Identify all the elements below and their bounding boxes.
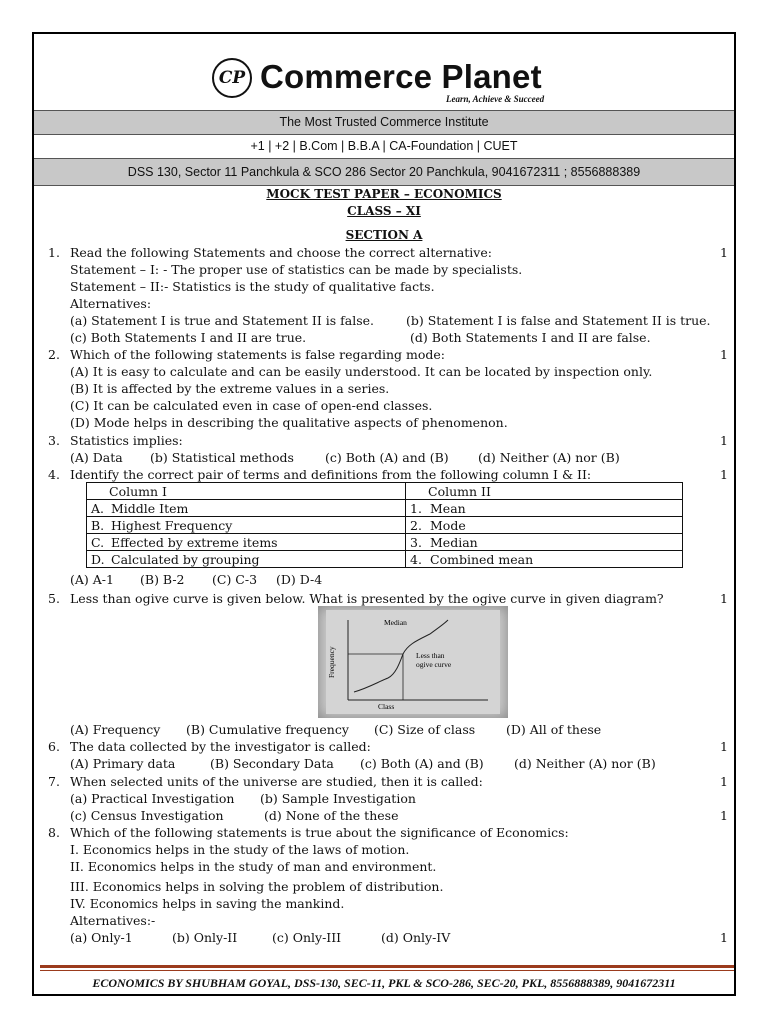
option: (D) All of these: [506, 722, 602, 737]
statement: III. Economics helps in solving the problem of distribution.: [70, 879, 444, 894]
question-number: 8.: [48, 825, 60, 840]
option: (A) A-1: [70, 572, 114, 587]
table-row: [87, 500, 683, 517]
table-cell: A. Middle Item: [87, 500, 406, 517]
marks: 1: [720, 774, 728, 789]
alternatives-label: Alternatives:-: [70, 913, 156, 928]
header: [34, 34, 734, 110]
table-cell: C. Effected by extreme items: [87, 534, 406, 551]
logo-icon: CP: [212, 58, 252, 98]
marks: 1: [720, 930, 728, 945]
option: (C) It can be calculated even in case of open-end classes.: [70, 398, 433, 413]
question-text: Which of the following statements is true about the significance of Economics:: [70, 825, 569, 840]
curve-label-line2: ogive curve: [416, 660, 452, 669]
table-row: [87, 551, 683, 568]
question-text: When selected units of the universe are studied, then it is called:: [70, 774, 483, 789]
institute-band: The Most Trusted Commerce Institute: [34, 110, 734, 134]
option: (A) Primary data: [70, 756, 176, 771]
question-text: Identify the correct pair of terms and definitions from the following column I & II:: [70, 467, 592, 482]
question-number: 7.: [48, 774, 60, 789]
statement: II. Economics helps in the study of man and environment.: [70, 859, 437, 874]
courses-band: +1 | +2 | B.Com | B.B.A | CA-Foundation | CUET: [34, 134, 734, 158]
statement: Statement – II:- Statistics is the study of qualitative facts.: [70, 279, 435, 294]
question-number: 3.: [48, 433, 60, 448]
option: (d) Neither (A) nor (B): [478, 450, 620, 465]
option: (B) Cumulative frequency: [186, 722, 349, 737]
marks: 1: [720, 808, 728, 823]
question-text: Read the following Statements and choose the correct alternative:: [70, 245, 492, 260]
question-text: Less than ogive curve is given below. What is presented by the ogive curve in given diagram?: [70, 591, 664, 606]
table-cell: B. Highest Frequency: [87, 517, 406, 534]
ogive-figure: [318, 606, 508, 718]
section-heading: SECTION A: [345, 228, 423, 242]
option: (A) Frequency: [70, 722, 161, 737]
tagline: Learn, Achieve & Succeed: [446, 94, 545, 104]
option: (c) Both (A) and (B): [360, 756, 484, 771]
alternatives-label: Alternatives:: [70, 296, 152, 311]
ogive-graph: [318, 606, 508, 718]
option: (B) It is affected by the extreme values in a series.: [70, 381, 390, 396]
marks: 1: [720, 245, 728, 260]
statement: IV. Economics helps in saving the mankind.: [70, 896, 345, 911]
question-text: Statistics implies:: [70, 433, 183, 448]
footer-text: ECONOMICS BY SHUBHAM GOYAL, DSS-130, SEC-11, PKL & SCO-286, SEC-20, PKL, 8556888389, 9041672311: [92, 976, 676, 990]
option: (b) Statistical methods: [150, 450, 294, 465]
question-number: 6.: [48, 739, 60, 754]
marks: 1: [720, 347, 728, 362]
option: (D) D-4: [276, 572, 323, 587]
option: (C) C-3: [212, 572, 258, 587]
question-number: 1.: [48, 245, 60, 260]
question-number: 5.: [48, 591, 60, 606]
footer-rule: [40, 965, 734, 968]
option: (b) Only-II: [172, 930, 238, 945]
frequency-label: Frequency: [327, 646, 336, 678]
statement: I. Economics helps in the study of the laws of motion.: [70, 842, 410, 857]
option: (b) Sample Investigation: [260, 791, 416, 806]
option: (A) It is easy to calculate and can be easily understood. It can be located by inspection only.: [70, 364, 653, 379]
option: (c) Only-III: [272, 930, 342, 945]
table-cell: 3. Median: [406, 534, 683, 551]
option: (C) Size of class: [374, 722, 476, 737]
paper-class: CLASS – XI: [347, 204, 421, 218]
option: (B) Secondary Data: [210, 756, 334, 771]
option: (a) Only-1: [70, 930, 133, 945]
address-band: DSS 130, Sector 11 Panchkula & SCO 286 Sector 20 Panchkula, 9041672311 ; 8556888389: [34, 158, 734, 186]
option: (d) Both Statements I and II are false.: [410, 330, 651, 345]
table-cell: D. Calculated by grouping: [87, 551, 406, 568]
brand-name: Commerce Planet: [260, 58, 542, 95]
curve-label-line1: Less than: [416, 651, 445, 660]
option: (B) B-2: [140, 572, 185, 587]
option: (c) Both (A) and (B): [325, 450, 449, 465]
table-header-row: [87, 483, 683, 500]
marks: 1: [720, 433, 728, 448]
table-cell: 1. Mean: [406, 500, 683, 517]
footer-rule-thin: [40, 970, 734, 971]
option: (D) Mode helps in describing the qualitative aspects of phenomenon.: [70, 415, 508, 430]
match-table: [86, 482, 683, 568]
marks: 1: [720, 591, 728, 606]
option: (c) Census Investigation: [70, 808, 224, 823]
option: (A) Data: [70, 450, 123, 465]
option: (d) None of the these: [264, 808, 399, 823]
column-header: Column I: [87, 483, 406, 500]
option: (a) Practical Investigation: [70, 791, 235, 806]
paper-title: MOCK TEST PAPER – ECONOMICS: [266, 187, 502, 201]
table-row: [87, 517, 683, 534]
statement: Statement – I: - The proper use of statistics can be made by specialists.: [70, 262, 523, 277]
marks: 1: [720, 467, 728, 482]
median-label: Median: [384, 618, 407, 627]
column-header: Column II: [406, 483, 683, 500]
option: (b) Statement I is false and Statement II is true.: [406, 313, 711, 328]
option: (d) Only-IV: [381, 930, 451, 945]
figure-paper: [326, 610, 500, 714]
question-text: Which of the following statements is false regarding mode:: [70, 347, 445, 362]
table-cell: 2. Mode: [406, 517, 683, 534]
table-row: [87, 534, 683, 551]
question-number: 4.: [48, 467, 60, 482]
option: (a) Statement I is true and Statement II is false.: [70, 313, 374, 328]
question-text: The data collected by the investigator is called:: [70, 739, 371, 754]
table-cell: 4. Combined mean: [406, 551, 683, 568]
option: (d) Neither (A) nor (B): [514, 756, 656, 771]
question-number: 2.: [48, 347, 60, 362]
class-label: Class: [378, 702, 395, 711]
option: (c) Both Statements I and II are true.: [70, 330, 307, 345]
marks: 1: [720, 739, 728, 754]
